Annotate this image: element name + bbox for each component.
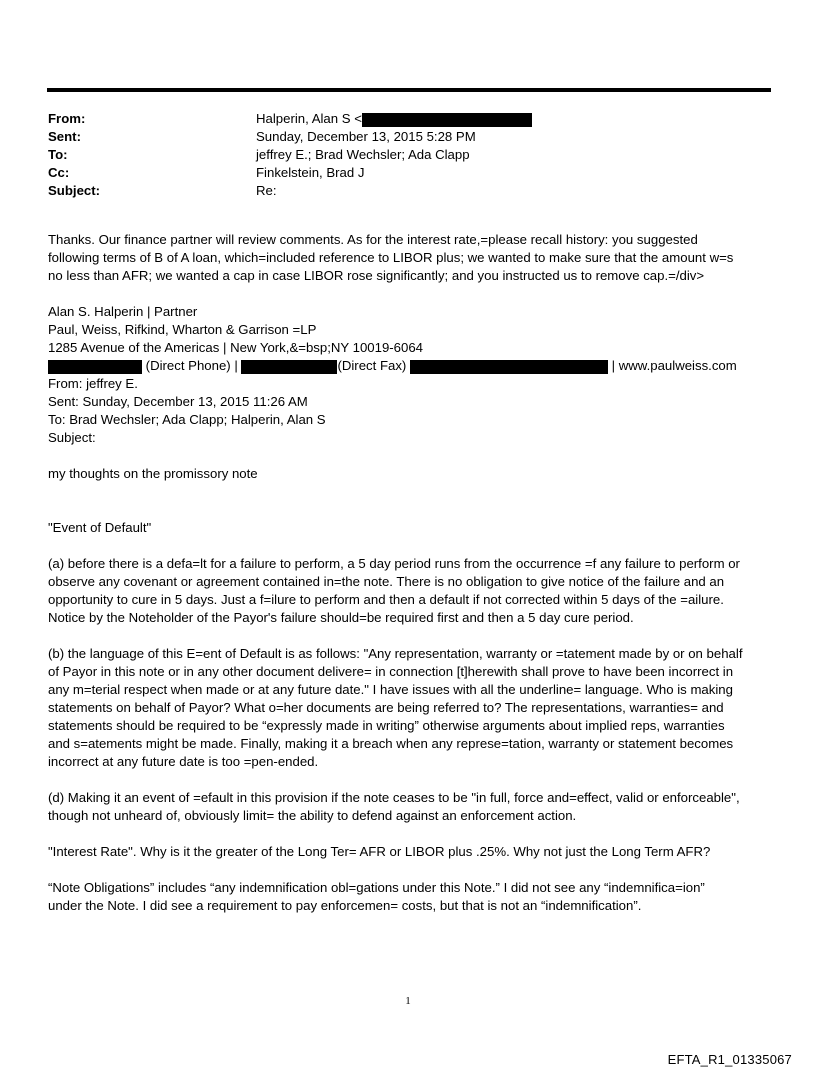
to-row: [48, 146, 532, 164]
email-body: [48, 231, 772, 915]
reply-paragraph: Thanks. Our finance partner will review comments. As for the interest rate,=please recall history: you suggested following terms of B of A loan, which=included reference to LIBOR plus; we wanted to make sure that the amount w=s no less than AFR; we wanted a cap in case LIBOR rose significantly; and you instructed us to remove cap.=/div>: [48, 232, 734, 283]
paragraph-d: (d) Making it an event of =efault in this provision if the note ceases to be "in full, force and=effect, valid or enforceable", though not unheard of, obviously limit= the ability to defend against an enforcement action.: [48, 790, 740, 823]
cc-row: [48, 164, 532, 182]
signature-contacts: [48, 357, 772, 375]
fwd-from: From: jeffrey E.: [48, 376, 138, 391]
document-id: EFTA_R1_01335067: [667, 1052, 792, 1067]
signature-address: 1285 Avenue of the Americas | New York,&=bsp;NY 10019-6064: [48, 340, 424, 355]
paragraph-a: (a) before there is a defa=lt for a failure to perform, a 5 day period runs from the occurrence =f any failure to perform or observe any covenant or agreement contained in=the note. There is no obligation to give notice of the failure and an opportunity to cure in 5 days. Just a f=ilure to perform and then a default if not corrected within 5 days of the =ailure. Notice by the Noteholder of the Payor's failure should=be required first and then a 5 day cure period.: [48, 556, 740, 625]
signature-name: Alan S. Halperin | Partner: [48, 304, 198, 319]
to-value: jeffrey E.; Brad Wechsler; Ada Clapp: [256, 147, 470, 162]
sent-row: [48, 128, 532, 146]
sent-label: Sent:: [48, 129, 81, 144]
from-row: [48, 110, 532, 128]
from-label: From:: [48, 111, 86, 126]
redaction-bar: [362, 113, 532, 127]
redaction-bar: [241, 360, 337, 374]
from-value-text: Halperin, Alan S <: [256, 111, 362, 126]
signature-block: [48, 303, 772, 447]
fwd-sent: Sent: Sunday, December 13, 2015 11:26 AM: [48, 394, 308, 409]
redaction-bar: [48, 360, 142, 374]
cc-value: Finkelstein, Brad J: [256, 165, 365, 180]
subject-value: Re:: [256, 183, 277, 198]
header-rule: [47, 88, 771, 92]
cc-label: Cc:: [48, 165, 70, 180]
paragraph-note-obligations: “Note Obligations” includes “any indemnification obl=gations under this Note.” I did not see any “indemnifica=ion” under the Note. I did see a requirement to pay enforcemen= costs, but that is not an “indemnification”.: [48, 880, 705, 913]
from-value: [256, 110, 532, 128]
page-number: 1: [405, 995, 411, 1007]
fwd-to: To: Brad Wechsler; Ada Clapp; Halperin, Alan S: [48, 412, 326, 427]
fwd-subject: Subject:: [48, 430, 96, 445]
paragraph-b: (b) the language of this E=ent of Default is as follows: "Any representation, warranty or =tatement made by or on behalf of Payor in this note or in any other document delivere= in connection [t]herewith shall prove to have been incorrect in any m=terial respect when made or at any future date." I have issues with all the underline= language. Who is making statements on behalf of Payor? What o=her documents are being referred to? The representations, warranties= and statements should be required to be “expressly made in writing” otherwise arguments about implied reps, warranties and s=atements might be made. Finally, making it a breach when any represe=tation, warranty or statement becomes incorrect at any future date is too =pen-ended.: [48, 646, 743, 769]
redaction-bar: [410, 360, 608, 374]
to-label: To:: [48, 147, 68, 162]
paragraph-interest-rate: "Interest Rate". Why is it the greater of the Long Ter= AFR or LIBOR plus .25%. Why not just the Long Term AFR?: [48, 844, 711, 859]
direct-phone-label: (Direct Phone) |: [145, 358, 238, 373]
email-header: [48, 110, 532, 200]
direct-fax-label: (Direct Fax): [337, 358, 407, 373]
section-heading: "Event of Default": [48, 520, 152, 535]
subject-row: [48, 182, 532, 200]
website-link[interactable]: | www.paulweiss.com: [611, 358, 737, 373]
sent-value: Sunday, December 13, 2015 5:28 PM: [256, 129, 476, 144]
signature-firm: Paul, Weiss, Rifkind, Wharton & Garrison =LP: [48, 322, 317, 337]
subject-label: Subject:: [48, 183, 101, 198]
intro-line: my thoughts on the promissory note: [48, 466, 258, 481]
